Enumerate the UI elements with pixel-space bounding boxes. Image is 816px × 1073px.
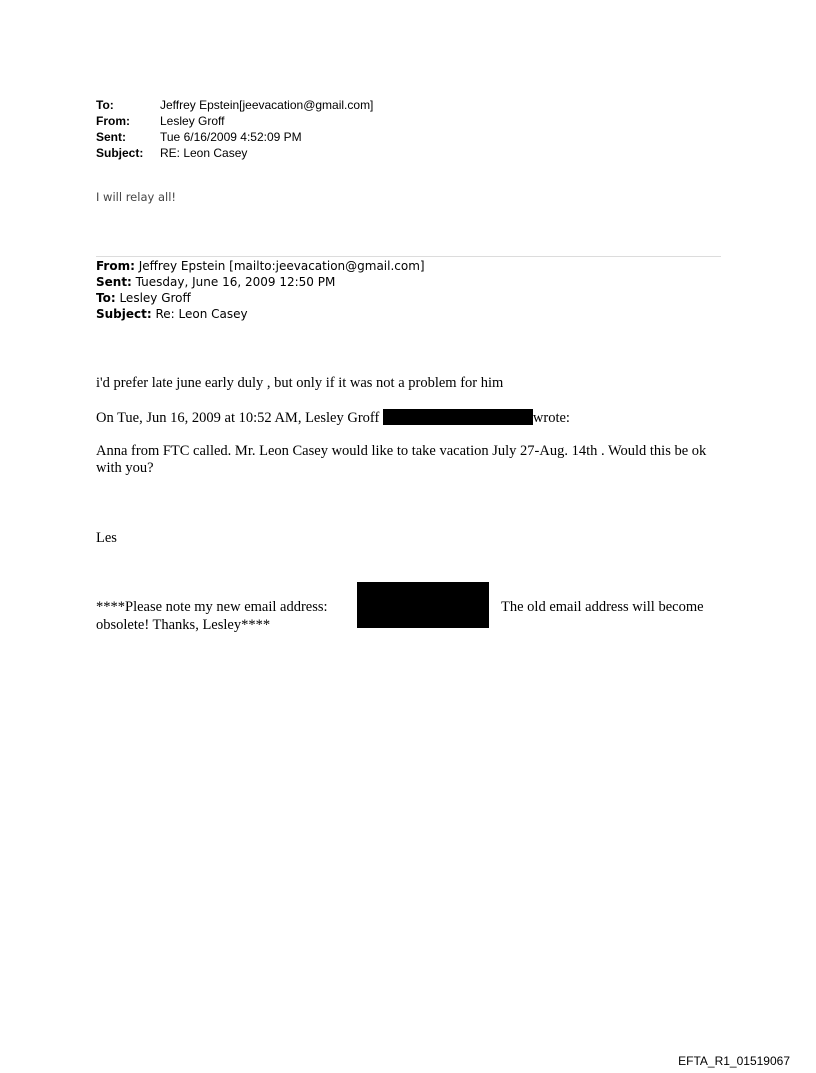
quoted-sent-label: Sent: — [96, 275, 132, 289]
from-label: From: — [96, 114, 130, 128]
quote-intro-text: On Tue, Jun 16, 2009 at 10:52 AM, Lesley Groff — [96, 410, 383, 426]
quoted-subject-row — [96, 306, 425, 322]
divider — [96, 256, 721, 257]
quoted-from-row — [96, 258, 425, 274]
quote-intro-wrote: wrote: — [532, 410, 570, 426]
notice-text-part2: The old email address will become — [501, 599, 704, 615]
quoted-subject-label: Subject: — [96, 307, 152, 321]
sent-row — [96, 129, 373, 145]
to-row — [96, 97, 373, 113]
subject-value: RE: Leon Casey — [160, 146, 248, 160]
quoted-subject-value: Re: Leon Casey — [151, 307, 248, 321]
quoted-from-value: Jeffrey Epstein [mailto:jeevacation@gmail.com] — [134, 259, 425, 273]
body-line-signature: Les — [96, 530, 117, 546]
sent-value: Tue 6/16/2009 4:52:09 PM — [160, 130, 302, 144]
subject-row — [96, 145, 373, 161]
quoted-from-label: From: — [96, 259, 135, 273]
redaction-block — [357, 582, 489, 628]
quoted-to-label: To: — [96, 291, 116, 305]
subject-label: Subject: — [96, 146, 144, 160]
to-value: Jeffrey Epstein[jeevacation@gmail.com] — [160, 98, 374, 112]
body-line-quote-intro — [96, 409, 570, 427]
quoted-to-row — [96, 290, 425, 306]
redaction-inline — [383, 409, 533, 425]
quoted-sent-row — [96, 274, 425, 290]
reply-body: I will relay all! — [96, 190, 176, 204]
body-line-preference: i'd prefer late june early duly , but only if it was not a problem for him — [96, 375, 504, 391]
email-header — [96, 97, 373, 161]
to-label: To: — [96, 98, 114, 112]
from-row — [96, 113, 373, 129]
quoted-header — [96, 258, 425, 322]
body-line-vacation-request: Anna from FTC called. Mr. Leon Casey would like to take vacation July 27-Aug. 14th . Would this be ok with you? — [96, 443, 707, 476]
document-id: EFTA_R1_01519067 — [678, 1054, 790, 1068]
sent-label: Sent: — [96, 130, 126, 144]
notice-text-part1: ****Please note my new email address: — [96, 599, 328, 615]
from-value: Lesley Groff — [160, 114, 225, 128]
quoted-sent-value: Tuesday, June 16, 2009 12:50 PM — [131, 275, 336, 289]
notice-text-part3: obsolete! Thanks, Lesley**** — [96, 617, 271, 633]
quoted-to-value: Lesley Groff — [115, 291, 191, 305]
